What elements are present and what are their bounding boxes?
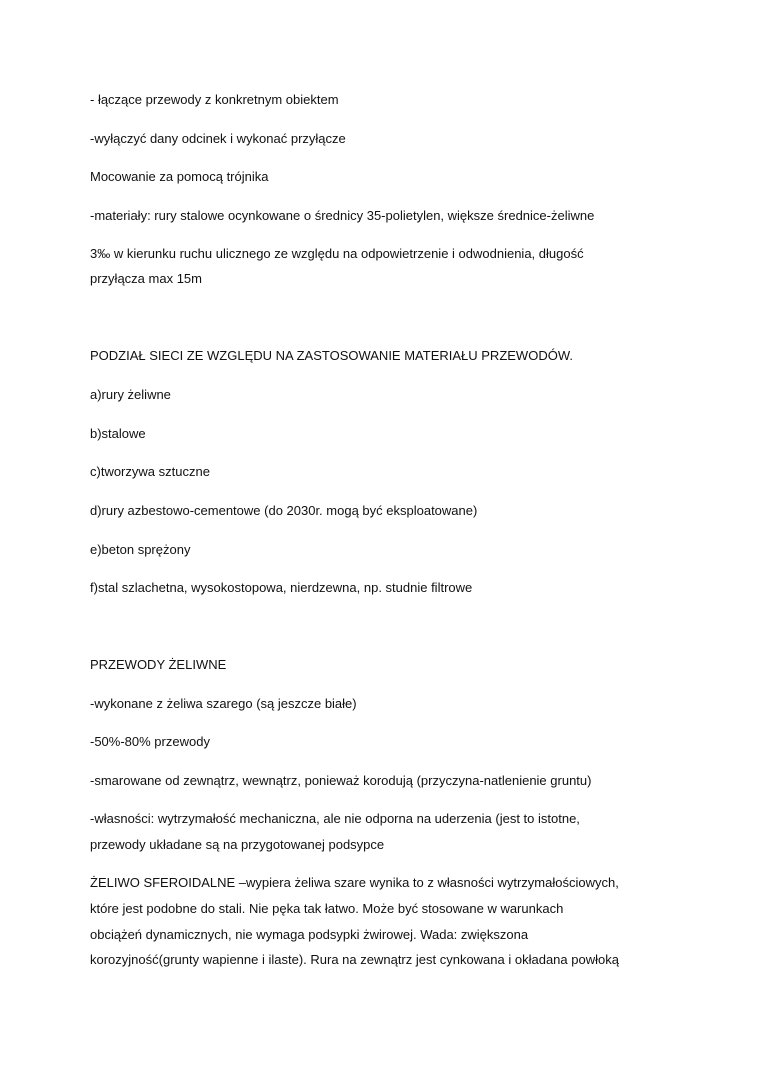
list-item: a)rury żeliwne xyxy=(90,387,171,402)
text-line: -50%-80% przewody xyxy=(90,734,210,749)
text-line: które jest podobne do stali. Nie pęka tak łatwo. Może być stosowane w warunkach xyxy=(90,901,564,916)
text-line: -wyłączyć dany odcinek i wykonać przyłącze xyxy=(90,131,346,146)
text-line: - łączące przewody z konkretnym obiektem xyxy=(90,92,339,107)
text-line: -własności: wytrzymałość mechaniczna, ale nie odporna na uderzenia (jest to istotne, xyxy=(90,811,580,826)
list-item: e)beton sprężony xyxy=(90,542,191,557)
text-line: 3‰ w kierunku ruchu ulicznego ze względu na odpowietrzenie i odwodnienia, długość xyxy=(90,246,584,261)
text-line: -smarowane od zewnątrz, wewnątrz, ponieważ korodują (przyczyna-natlenienie gruntu) xyxy=(90,773,592,788)
list-item: d)rury azbestowo-cementowe (do 2030r. mogą być eksploatowane) xyxy=(90,503,478,518)
text-line: przewody układane są na przygotowanej podsypce xyxy=(90,837,385,852)
list-item: f)stal szlachetna, wysokostopowa, nierdzewna, np. studnie filtrowe xyxy=(90,580,473,595)
list-item: c)tworzywa sztuczne xyxy=(90,464,210,479)
text-line: -materiały: rury stalowe ocynkowane o średnicy 35-polietylen, większe średnice-żeliwne xyxy=(90,208,595,223)
section-heading: PODZIAŁ SIECI ZE WZGLĘDU NA ZASTOSOWANIE MATERIAŁU PRZEWODÓW. xyxy=(90,348,573,363)
text-line: ŻELIWO SFEROIDALNE –wypiera żeliwa szare wynika to z własności wytrzymałościowych, xyxy=(90,875,619,890)
text-line: przyłącza max 15m xyxy=(90,271,202,286)
section-heading: PRZEWODY ŻELIWNE xyxy=(90,657,227,672)
text-line: -wykonane z żeliwa szarego (są jeszcze białe) xyxy=(90,696,357,711)
text-line: obciążeń dynamicznych, nie wymaga podsypki żwirowej. Wada: zwiększona xyxy=(90,927,529,942)
text-line: korozyjność(grunty wapienne i ilaste). Rura na zewnątrz jest cynkowana i okładana powłoką xyxy=(90,952,619,967)
list-item: b)stalowe xyxy=(90,426,146,441)
text-line: Mocowanie za pomocą trójnika xyxy=(90,169,269,184)
